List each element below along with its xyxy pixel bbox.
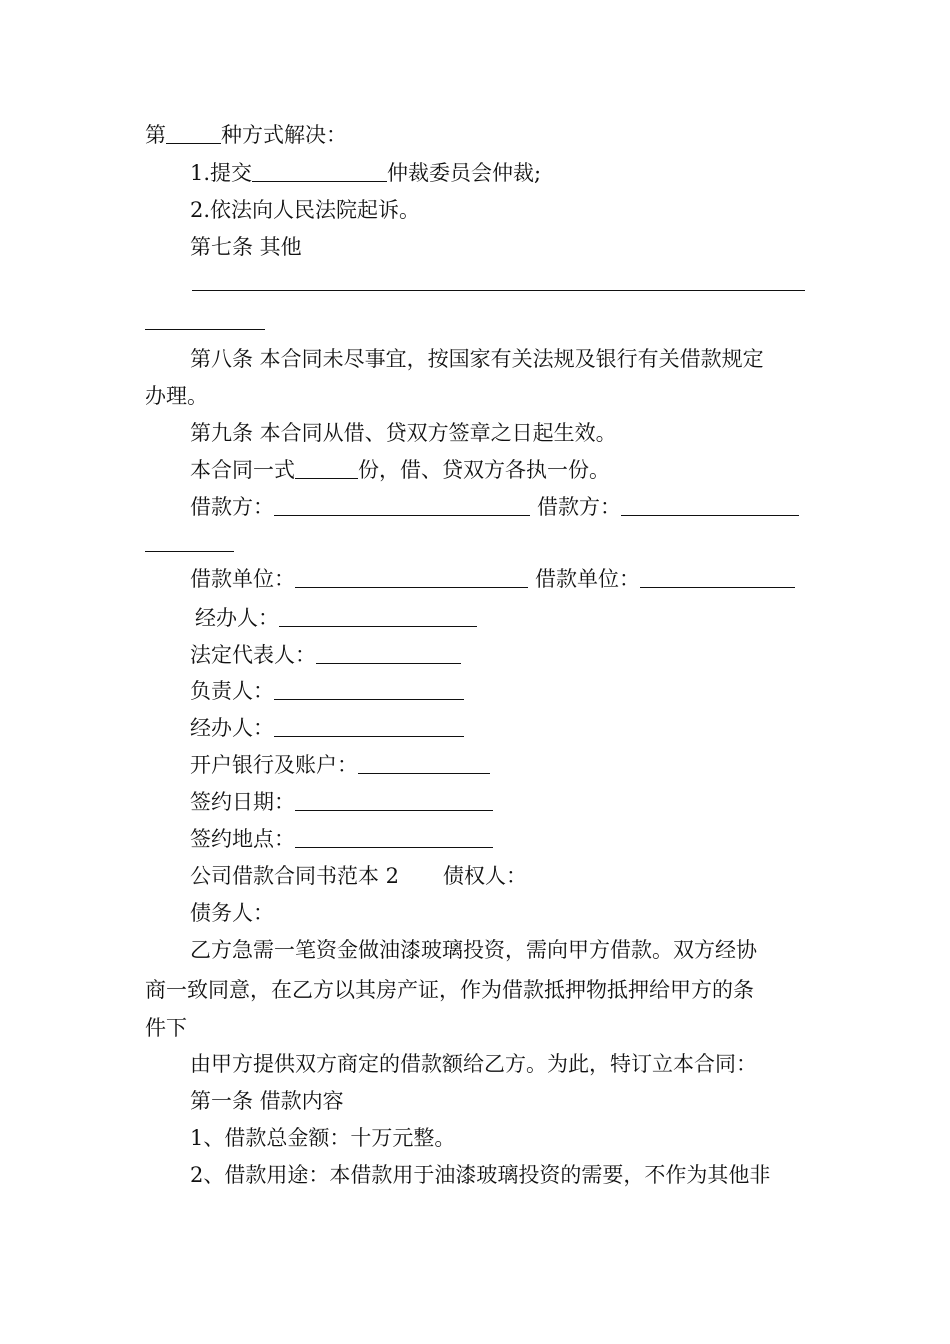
text: 负责人： xyxy=(190,679,274,703)
loan-purpose-line: 2、借款用途：本借款用于油漆玻璃投资的需要，不作为其他非 xyxy=(190,1163,771,1187)
blank-field[interactable] xyxy=(279,606,477,627)
text: 份，借、贷双方各执一份。 xyxy=(358,458,610,482)
blank-field[interactable] xyxy=(295,458,358,479)
dispute-method-line xyxy=(145,121,347,149)
person-in-charge-line xyxy=(190,677,464,705)
blank-field[interactable] xyxy=(316,643,461,664)
blank-field[interactable] xyxy=(252,161,387,182)
blank-field[interactable] xyxy=(166,123,221,144)
borrower-line xyxy=(190,493,799,521)
text: 经办人： xyxy=(195,606,279,630)
article-9-line: 第九条 本合同从借、贷双方签章之日起生效。 xyxy=(190,421,617,445)
intro-line-1: 乙方急需一笔资金做油漆玻璃投资，需向甲方借款。双方经协 xyxy=(190,938,757,962)
copies-line xyxy=(190,456,610,484)
blank-field[interactable] xyxy=(295,790,493,811)
intro-line-4: 由甲方提供双方商定的借款额给乙方。为此，特订立本合同： xyxy=(190,1052,757,1076)
intro-line-2: 商一致同意，在乙方以其房产证，作为借款抵押物抵押给甲方的条 xyxy=(145,978,754,1002)
blank-rule[interactable] xyxy=(145,551,234,552)
blank-field[interactable] xyxy=(295,827,493,848)
handler-line-2 xyxy=(190,714,464,742)
bank-account-line xyxy=(190,751,490,779)
text: 借款方： xyxy=(537,495,621,519)
article-1-heading: 第一条 借款内容 xyxy=(190,1089,344,1113)
text: 本合同一式 xyxy=(190,458,295,482)
text: 1.提交 xyxy=(190,161,253,185)
blank-field[interactable] xyxy=(640,567,795,588)
legal-rep-line xyxy=(190,641,461,669)
text: 第 xyxy=(145,123,166,147)
text: 签约日期： xyxy=(190,790,295,814)
sign-place-line xyxy=(190,825,493,853)
text: 债权人： xyxy=(443,864,528,888)
text: 借款单位： xyxy=(190,567,295,591)
template-title-line xyxy=(190,862,527,890)
blank-field[interactable] xyxy=(274,716,464,737)
debtor-line: 债务人： xyxy=(190,901,274,925)
text: 签约地点： xyxy=(190,827,295,851)
lawsuit-line: 2.依法向人民法院起诉。 xyxy=(190,198,421,222)
blank-rule[interactable] xyxy=(145,329,265,330)
article-8-line: 第八条 本合同未尽事宜，按国家有关法规及银行有关借款规定 xyxy=(190,347,764,371)
intro-line-3: 件下 xyxy=(145,1016,187,1040)
handler-line xyxy=(195,604,477,632)
text: 法定代表人： xyxy=(190,643,316,667)
text: 借款单位： xyxy=(535,567,640,591)
blank-field[interactable] xyxy=(621,495,799,516)
sign-date-line xyxy=(190,788,493,816)
text: 经办人： xyxy=(190,716,274,740)
article-8-continuation: 办理。 xyxy=(145,384,208,408)
blank-field[interactable] xyxy=(274,679,464,700)
text: 开户银行及账户： xyxy=(190,753,358,777)
arbitration-line xyxy=(190,159,541,187)
text: 公司借款合同书范本 2 xyxy=(190,864,400,888)
loan-amount-line: 1、借款总金额：十万元整。 xyxy=(190,1126,456,1150)
text: 种方式解决： xyxy=(221,123,347,147)
text: 借款方： xyxy=(190,495,274,519)
blank-field[interactable] xyxy=(358,753,490,774)
blank-field[interactable] xyxy=(295,567,528,588)
blank-rule[interactable] xyxy=(192,290,805,291)
borrower-unit-line xyxy=(190,565,795,593)
text: 仲裁委员会仲裁; xyxy=(387,161,542,185)
article-7-heading: 第七条 其他 xyxy=(190,235,302,259)
blank-field[interactable] xyxy=(274,495,530,516)
